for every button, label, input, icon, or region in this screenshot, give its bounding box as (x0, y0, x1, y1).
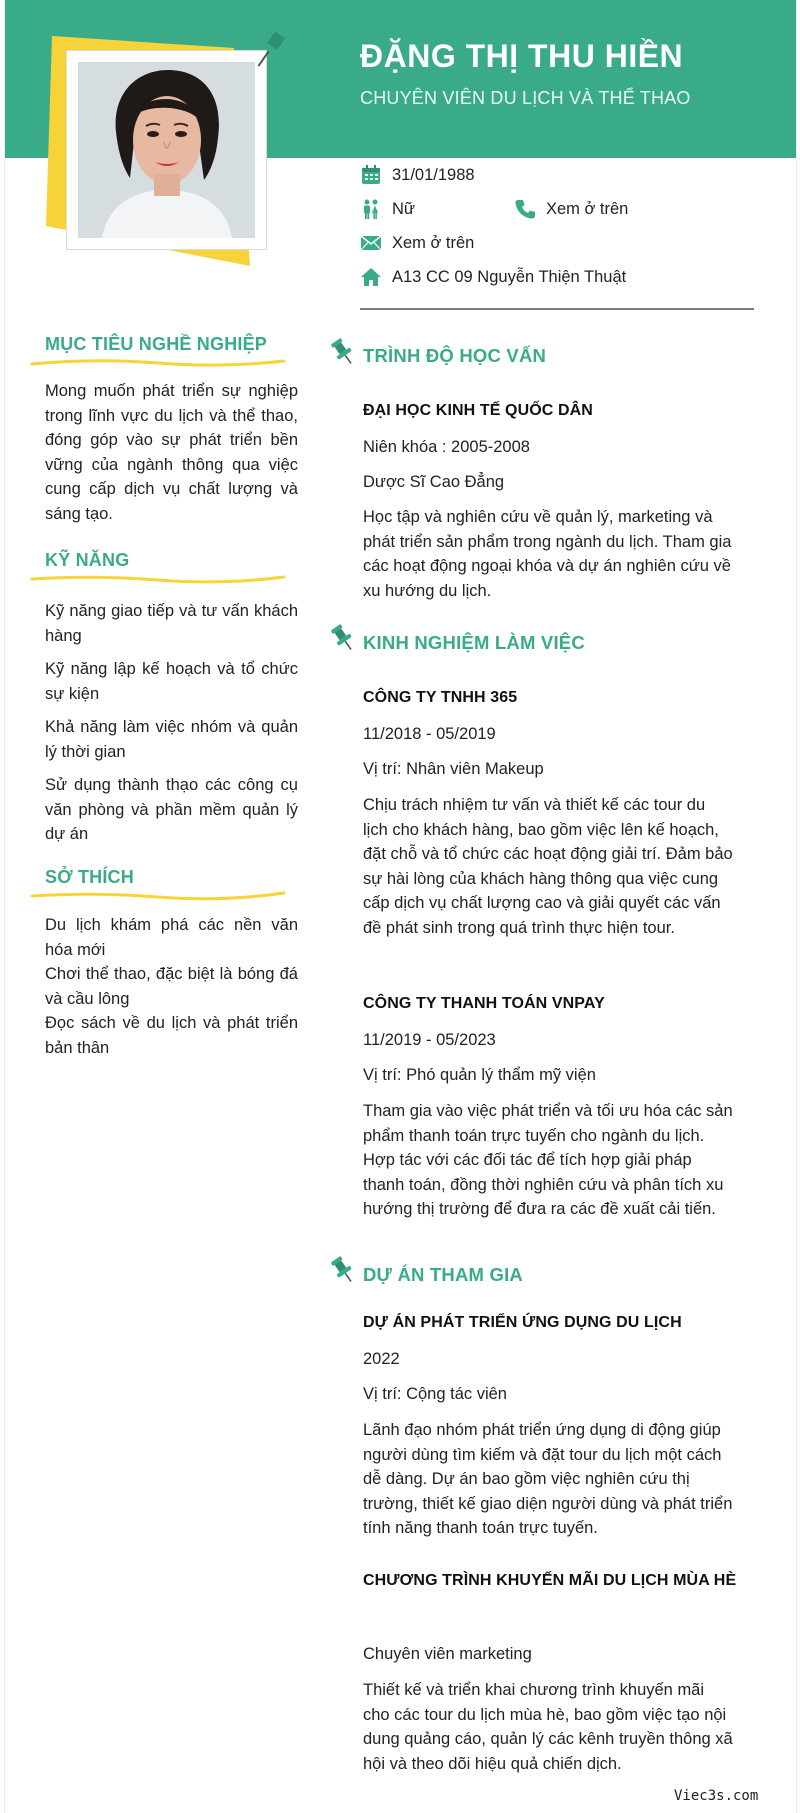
job-period: 11/2018 - 05/2019 (363, 725, 496, 743)
objective-text: Mong muốn phát triển sự nghiệp trong lĩnh vực du lịch và thể thao, đóng góp vào sự phát triển bền vững của ngành thông qua việc cung cấp dịch vụ chất lượng và sáng tạo. (45, 382, 298, 523)
job-company: CÔNG TY THANH TOÁN VNPAY (363, 995, 605, 1012)
address-value: A13 CC 09 Nguyễn Thiện Thuật (392, 267, 627, 286)
education-heading: TRÌNH ĐỘ HỌC VẤN (363, 345, 547, 366)
education-years: Niên khóa : 2005-2008 (363, 438, 530, 456)
project-name: DỰ ÁN PHÁT TRIỂN ỨNG DỤNG DU LỊCH (363, 1314, 682, 1331)
contact-gender (360, 198, 415, 220)
project-role: Chuyên viên marketing (363, 1645, 532, 1663)
education-school: ĐẠI HỌC KINH TẾ QUỐC DÂN (363, 402, 593, 419)
photo-frame (66, 50, 267, 250)
hobbies-list (45, 913, 298, 1060)
contact-email (360, 232, 474, 254)
phone-value: Xem ở trên (546, 199, 629, 218)
contact-divider (360, 308, 754, 310)
skills-list (45, 599, 298, 847)
job-company: CÔNG TY TNHH 365 (363, 689, 518, 706)
avatar (78, 62, 255, 238)
contact-phone (514, 198, 628, 220)
contact-dob (360, 164, 475, 186)
projects-heading: DỰ ÁN THAM GIA (363, 1264, 523, 1285)
skill-item: Khả năng làm việc nhóm và quản lý thời gian (45, 718, 298, 761)
skills-underline (30, 571, 286, 587)
skill-item: Sử dụng thành thạo các công cụ văn phòng và phần mềm quản lý dự án (45, 776, 298, 843)
experience-heading: KINH NGHIỆM LÀM VIỆC (363, 632, 585, 653)
education-major: Dược Sĩ Cao Đẳng (363, 473, 505, 491)
hobbies-heading: SỞ THÍCH (45, 867, 134, 887)
phone-icon (514, 198, 536, 220)
pushpin-icon (250, 22, 292, 74)
watermark: Viec3s.com (670, 1786, 762, 1806)
home-icon (360, 266, 382, 288)
candidate-title: CHUYÊN VIÊN DU LỊCH VÀ THỂ THAO (360, 88, 691, 108)
job-description: Chịu trách nhiệm tư vấn và thiết kế các tour du lịch cho khách hàng, bao gồm việc lên kế hoạch, đặt chỗ và tổ chức các hoạt động giải trí. Đảm bảo sự hài lòng của khách hàng thông qua việc cung cấp dịch vụ chất lượng cao và giải quyết các vấn đề phát sinh trong quá trình thực hiện tour. (363, 796, 733, 937)
hobby-item: Đọc sách về du lịch và phát triển bản thân (45, 1014, 298, 1057)
project-role: Vị trí: Cộng tác viên (363, 1385, 507, 1403)
candidate-name: ĐẶNG THỊ THU HIỀN (360, 38, 684, 74)
job-position: Vị trí: Phó quản lý thẩm mỹ viện (363, 1066, 596, 1084)
hobby-item: Chơi thể thao, đặc biệt là bóng đá và cầu lông (45, 965, 298, 1008)
pushpin-icon (328, 1254, 358, 1286)
pushpin-icon (328, 622, 358, 654)
hobby-item: Du lịch khám phá các nền văn hóa mới (45, 916, 298, 959)
job-description: Tham gia vào việc phát triển và tối ưu hóa các sản phẩm thanh toán trực tuyến cho ngành du lịch. Hợp tác với các đối tác để tích hợp giải pháp thanh toán, đồng thời nghiên cứu và phân tích xu hướng thị trường để đưa ra các đề xuất cải tiến. (363, 1102, 733, 1218)
hobbies-underline (30, 888, 286, 904)
skills-heading: KỸ NĂNG (45, 550, 130, 570)
mail-icon (360, 232, 382, 254)
job-position: Vị trí: Nhân viên Makeup (363, 760, 544, 778)
job-period: 11/2019 - 05/2023 (363, 1031, 496, 1049)
calendar-icon (360, 164, 382, 186)
skill-item: Kỹ năng lập kế hoạch và tổ chức sự kiện (45, 660, 298, 703)
project-name: CHƯƠNG TRÌNH KHUYẾN MÃI DU LỊCH MÙA HÈ (363, 1572, 737, 1589)
project-description: Lãnh đạo nhóm phát triển ứng dụng di động giúp người dùng tìm kiếm và đặt tour du lịch một cách dễ dàng. Dự án bao gồm việc nghiên cứu thị trường, thiết kế giao diện người dùng và phát triển tính năng thanh toán trực tuyến. (363, 1421, 733, 1537)
email-value: Xem ở trên (392, 233, 475, 252)
gender-icon (360, 198, 382, 220)
pushpin-icon (328, 336, 358, 368)
objective-underline (30, 355, 286, 371)
contact-address (360, 266, 626, 288)
project-year: 2022 (363, 1350, 400, 1368)
education-description: Học tập và nghiên cứu về quản lý, marketing và phát triển sản phẩm trong ngành du lịch. Tham gia các hoạt động ngoại khóa và dự án nghiên cứu về xu hướng du lịch. (363, 508, 732, 600)
project-description: Thiết kế và triển khai chương trình khuyến mãi cho các tour du lịch mùa hè, bao gồm việc tạo nội dung quảng cáo, quản lý các kênh truyền thông xã hội và theo dõi hiệu quả chiến dịch. (363, 1681, 733, 1773)
gender-value: Nữ (392, 199, 415, 218)
dob-value: 31/01/1988 (392, 165, 475, 184)
skill-item: Kỹ năng giao tiếp và tư vấn khách hàng (45, 602, 298, 645)
objective-heading: MỤC TIÊU NGHỀ NGHIỆP (45, 334, 268, 354)
